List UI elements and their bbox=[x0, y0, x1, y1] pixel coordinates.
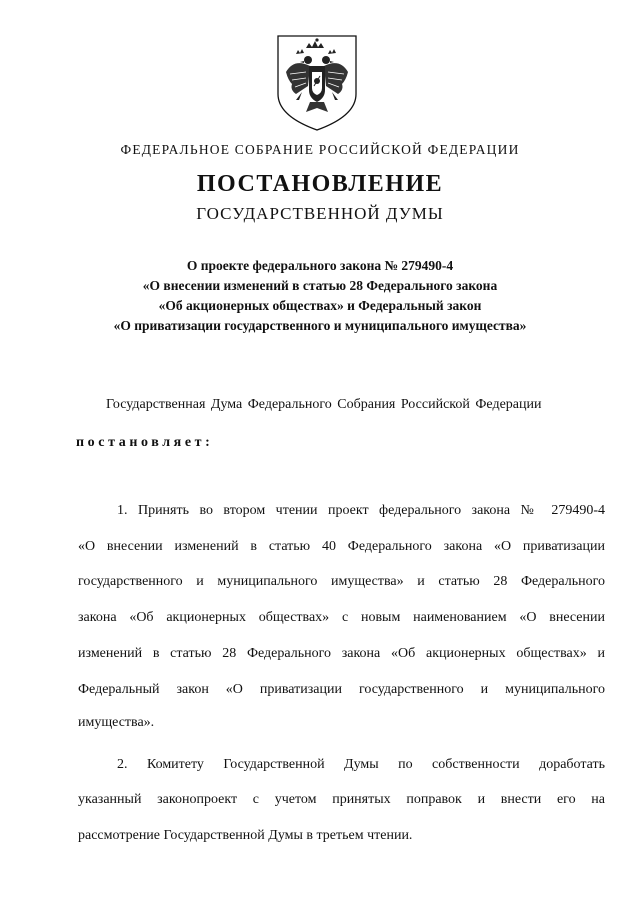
resolves-word: постановляет: bbox=[76, 435, 214, 450]
item-1-line: изменений в статью 28 Федерального закона «Об акционерных обществах» и bbox=[78, 646, 605, 661]
item-1-line: Федеральный закон «О приватизации государственного и муниципального bbox=[78, 682, 605, 697]
item-1-line: 1. Принять во втором чтении проект федерального закона № 279490-4 bbox=[117, 503, 605, 518]
document-issuer: ГОСУДАРСТВЕННОЙ ДУМЫ bbox=[196, 204, 444, 223]
subject-line: «О приватизации государственного и муниципального имущества» bbox=[113, 318, 527, 333]
item-2-line: указанный законопроект с учетом принятых поправок и внести его на bbox=[78, 792, 605, 807]
document-type-title: ПОСТАНОВЛЕНИЕ bbox=[196, 171, 444, 197]
organization-heading: ФЕДЕРАЛЬНОЕ СОБРАНИЕ РОССИЙСКОЙ ФЕДЕРАЦИИ bbox=[120, 142, 520, 157]
subject-line: «О внесении изменений в статью 28 Федерального закона bbox=[142, 278, 498, 293]
preamble-text: Государственная Дума Федерального Собрания Российской Федерации bbox=[106, 397, 542, 412]
item-2-line: рассмотрение Государственной Думы в третьем чтении. bbox=[78, 828, 413, 843]
subject-line: О проекте федерального закона № 279490-4 bbox=[186, 258, 454, 273]
subject-line: «Об акционерных обществах» и Федеральный закон bbox=[158, 298, 482, 313]
item-1-line: имущества». bbox=[78, 715, 155, 730]
item-1-line: «О внесении изменений в статью 40 Федерального закона «О приватизации bbox=[78, 539, 605, 554]
item-2-line: 2. Комитету Государственной Думы по собственности доработать bbox=[117, 757, 605, 772]
item-1-line: государственного и муниципального имущества» и статью 28 Федерального bbox=[78, 574, 605, 589]
item-1-line: закона «Об акционерных обществах» с новым наименованием «О внесении bbox=[78, 610, 605, 625]
